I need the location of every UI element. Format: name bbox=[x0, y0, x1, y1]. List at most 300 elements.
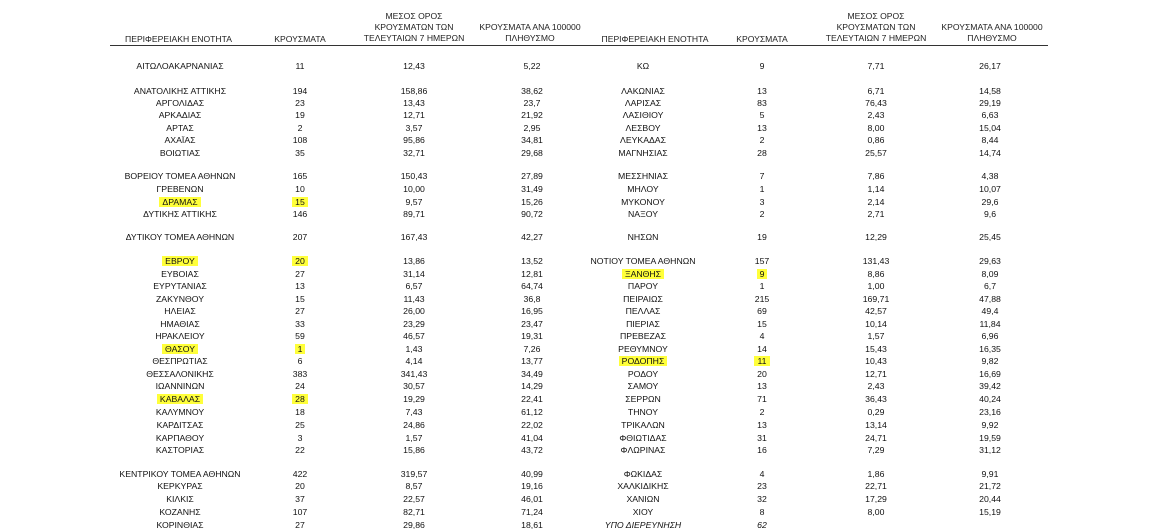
right-region-value: ΝΟΤΙΟΥ ΤΟΜΕΑ ΑΘΗΝΩΝ bbox=[590, 256, 696, 266]
right-region-value: ΧΑΛΚΙΔΙΚΗΣ bbox=[617, 481, 669, 491]
left-per100k-cell bbox=[476, 135, 588, 146]
left-avg7-cell bbox=[356, 494, 472, 505]
left-avg7-cell bbox=[356, 148, 472, 159]
right-per100k-value: 8,09 bbox=[981, 269, 999, 279]
right-per100k-cell bbox=[932, 319, 1048, 330]
left-region-cell bbox=[110, 507, 250, 518]
left-cases-value: 194 bbox=[292, 86, 308, 96]
left-avg7-cell bbox=[356, 306, 472, 317]
left-region-cell bbox=[110, 306, 250, 317]
right-region-cell bbox=[573, 171, 713, 182]
left-avg7-cell bbox=[356, 171, 472, 182]
left-cases-value: 1 bbox=[295, 344, 306, 354]
right-cases-cell bbox=[722, 209, 802, 220]
right-avg7-cell bbox=[818, 256, 934, 267]
left-cases-value: 20 bbox=[295, 481, 305, 491]
left-region-value: ΔΥΤΙΚΟΥ ΤΟΜΕΑ ΑΘΗΝΩΝ bbox=[125, 232, 235, 242]
left-cases-cell bbox=[260, 148, 340, 159]
right-avg7-value: 1,57 bbox=[867, 331, 885, 341]
right-avg7-cell bbox=[818, 420, 934, 431]
left-region-cell bbox=[110, 381, 250, 392]
left-region-cell bbox=[110, 86, 250, 97]
right-avg7-value: 10,43 bbox=[865, 356, 887, 366]
left-avg7-value: 9,57 bbox=[405, 197, 423, 207]
left-cases-cell bbox=[260, 86, 340, 97]
right-avg7-value: 7,29 bbox=[867, 445, 885, 455]
left-per100k-value: 43,72 bbox=[521, 445, 543, 455]
left-cases-value: 20 bbox=[292, 256, 308, 266]
left-avg7-cell bbox=[356, 256, 472, 267]
left-cases-cell bbox=[260, 344, 340, 355]
right-per100k-value: 29,63 bbox=[979, 256, 1001, 266]
right-per100k-cell bbox=[932, 494, 1048, 505]
left-region-value: ΘΑΣΟΥ bbox=[162, 344, 198, 354]
right-per100k-value: 9,6 bbox=[983, 209, 997, 219]
left-per100k-cell bbox=[476, 148, 588, 159]
left-per100k-cell bbox=[476, 86, 588, 97]
right-per100k-cell bbox=[932, 481, 1048, 492]
left-per100k-cell bbox=[476, 184, 588, 195]
left-cases-cell bbox=[260, 294, 340, 305]
right-cases-cell bbox=[722, 394, 802, 405]
right-avg7-value: 7,86 bbox=[867, 171, 885, 181]
left-region-cell bbox=[110, 433, 250, 444]
right-region-value: ΜΥΚΟΝΟΥ bbox=[621, 197, 665, 207]
header-left-per100k bbox=[468, 22, 592, 44]
right-per100k-cell bbox=[932, 507, 1048, 518]
left-cases-cell bbox=[260, 394, 340, 405]
right-cases-value: 28 bbox=[757, 148, 767, 158]
left-per100k-value: 29,68 bbox=[521, 148, 543, 158]
left-avg7-value: 89,71 bbox=[403, 209, 425, 219]
left-per100k-value: 19,16 bbox=[521, 481, 543, 491]
right-avg7-value: 2,43 bbox=[867, 381, 885, 391]
left-avg7-cell bbox=[356, 294, 472, 305]
right-cases-value: 4 bbox=[759, 469, 765, 479]
right-avg7-value: 12,29 bbox=[865, 232, 887, 242]
right-cases-cell bbox=[722, 381, 802, 392]
right-region-value: ΜΕΣΣΗΝΙΑΣ bbox=[618, 171, 668, 181]
left-per100k-cell bbox=[476, 306, 588, 317]
left-region-value: ΒΟΙΩΤΙΑΣ bbox=[159, 148, 201, 158]
left-cases-cell bbox=[260, 469, 340, 480]
right-region-cell bbox=[573, 294, 713, 305]
left-per100k-value: 15,26 bbox=[521, 197, 543, 207]
left-avg7-value: 26,00 bbox=[403, 306, 425, 316]
right-avg7-value: 10,14 bbox=[865, 319, 887, 329]
left-avg7-value: 24,86 bbox=[403, 420, 425, 430]
left-per100k-cell bbox=[476, 123, 588, 134]
right-per100k-cell bbox=[932, 61, 1048, 72]
right-region-value: ΠΡΕΒΕΖΑΣ bbox=[620, 331, 666, 341]
right-per100k-cell bbox=[932, 394, 1048, 405]
left-avg7-cell bbox=[356, 344, 472, 355]
right-per100k-cell bbox=[932, 98, 1048, 109]
right-per100k-value: 29,19 bbox=[979, 98, 1001, 108]
left-per100k-cell bbox=[476, 494, 588, 505]
left-per100k-value: 36,8 bbox=[523, 294, 541, 304]
left-avg7-value: 22,57 bbox=[403, 494, 425, 504]
right-region-cell bbox=[573, 232, 713, 243]
right-cases-value: 7 bbox=[759, 171, 765, 181]
right-cases-value: 13 bbox=[757, 420, 767, 430]
left-per100k-value: 22,02 bbox=[521, 420, 543, 430]
right-cases-cell bbox=[722, 135, 802, 146]
right-avg7-cell bbox=[818, 123, 934, 134]
left-avg7-value: 19,29 bbox=[403, 394, 425, 404]
left-avg7-cell bbox=[356, 86, 472, 97]
right-cases-value: 1 bbox=[759, 281, 765, 291]
right-cases-cell bbox=[722, 184, 802, 195]
right-avg7-value: 36,43 bbox=[865, 394, 887, 404]
right-avg7-cell bbox=[818, 61, 934, 72]
left-cases-cell bbox=[260, 171, 340, 182]
left-cases-cell bbox=[260, 507, 340, 518]
right-per100k-value: 26,17 bbox=[979, 61, 1001, 71]
right-per100k-value: 21,72 bbox=[979, 481, 1001, 491]
header-right-avg bbox=[818, 11, 934, 44]
left-cases-value: 23 bbox=[295, 98, 305, 108]
left-avg7-cell bbox=[356, 407, 472, 418]
right-cases-value: 2 bbox=[759, 209, 765, 219]
left-region-value: ΚΑΒΑΛΑΣ bbox=[157, 394, 203, 404]
right-cases-cell bbox=[722, 123, 802, 134]
left-avg7-cell bbox=[356, 123, 472, 134]
right-avg7-cell bbox=[818, 98, 934, 109]
left-per100k-cell bbox=[476, 369, 588, 380]
right-region-cell bbox=[573, 369, 713, 380]
right-per100k-value: 9,82 bbox=[981, 356, 999, 366]
right-per100k-value: 25,45 bbox=[979, 232, 1001, 242]
right-region-value: ΦΩΚΙΔΑΣ bbox=[623, 469, 663, 479]
left-region-value: ΑΡΚΑΔΙΑΣ bbox=[158, 110, 202, 120]
right-avg7-value: 7,71 bbox=[867, 61, 885, 71]
left-per100k-value: 19,31 bbox=[521, 331, 543, 341]
right-per100k-value: 40,24 bbox=[979, 394, 1001, 404]
right-avg7-value: 1,86 bbox=[867, 469, 885, 479]
left-avg7-value: 3,57 bbox=[405, 123, 423, 133]
left-cases-cell bbox=[260, 420, 340, 431]
right-avg7-cell bbox=[818, 86, 934, 97]
right-avg7-value: 0,86 bbox=[867, 135, 885, 145]
left-avg7-value: 30,57 bbox=[403, 381, 425, 391]
right-avg7-cell bbox=[818, 369, 934, 380]
right-avg7-cell bbox=[818, 294, 934, 305]
left-cases-cell bbox=[260, 481, 340, 492]
left-region-cell bbox=[110, 171, 250, 182]
right-cases-cell bbox=[722, 445, 802, 456]
right-cases-value: 215 bbox=[754, 294, 770, 304]
right-cases-value: 71 bbox=[757, 394, 767, 404]
right-per100k-cell bbox=[932, 135, 1048, 146]
right-region-value: ΠΑΡΟΥ bbox=[627, 281, 659, 291]
left-region-value: ΒΟΡΕΙΟΥ ΤΟΜΕΑ ΑΘΗΝΩΝ bbox=[124, 171, 236, 181]
right-cases-value: 2 bbox=[759, 407, 765, 417]
left-per100k-value: 5,22 bbox=[523, 61, 541, 71]
left-cases-cell bbox=[260, 197, 340, 208]
left-cases-cell bbox=[260, 123, 340, 134]
left-cases-cell bbox=[260, 98, 340, 109]
right-region-cell bbox=[573, 507, 713, 518]
right-region-value: ΠΕΙΡΑΙΩΣ bbox=[623, 294, 663, 304]
left-per100k-value: 71,24 bbox=[521, 507, 543, 517]
left-avg7-cell bbox=[356, 110, 472, 121]
left-avg7-cell bbox=[356, 209, 472, 220]
right-cases-value: 4 bbox=[759, 331, 765, 341]
left-avg7-cell bbox=[356, 433, 472, 444]
right-per100k-value: 9,92 bbox=[981, 420, 999, 430]
left-per100k-cell bbox=[476, 331, 588, 342]
right-per100k-cell bbox=[932, 445, 1048, 456]
right-cases-cell bbox=[722, 494, 802, 505]
right-per100k-cell bbox=[932, 171, 1048, 182]
left-region-cell bbox=[110, 184, 250, 195]
left-cases-cell bbox=[260, 256, 340, 267]
left-avg7-value: 158,86 bbox=[400, 86, 428, 96]
right-region-value: ΥΠΟ ΔΙΕΡΕΥΝΗΣΗ bbox=[604, 520, 682, 530]
right-region-cell bbox=[573, 520, 713, 531]
right-cases-value: 23 bbox=[757, 481, 767, 491]
right-per100k-value: 16,69 bbox=[979, 369, 1001, 379]
left-cases-value: 10 bbox=[295, 184, 305, 194]
left-cases-value: 15 bbox=[292, 197, 308, 207]
right-avg7-value: 131,43 bbox=[862, 256, 890, 266]
right-avg7-cell bbox=[818, 148, 934, 159]
right-cases-cell bbox=[722, 148, 802, 159]
right-avg7-value: 8,00 bbox=[867, 507, 885, 517]
left-per100k-value: 34,49 bbox=[521, 369, 543, 379]
left-per100k-value: 13,77 bbox=[521, 356, 543, 366]
left-cases-cell bbox=[260, 520, 340, 531]
left-region-cell bbox=[110, 356, 250, 367]
right-per100k-cell bbox=[932, 197, 1048, 208]
left-region-cell bbox=[110, 256, 250, 267]
left-cases-value: 107 bbox=[292, 507, 308, 517]
header-left-avg-line2: ΚΡΟΥΣΜΑΤΩΝ ΤΩΝ bbox=[374, 22, 454, 32]
right-cases-cell bbox=[722, 469, 802, 480]
left-per100k-value: 41,04 bbox=[521, 433, 543, 443]
left-avg7-cell bbox=[356, 232, 472, 243]
right-cases-cell bbox=[722, 256, 802, 267]
right-region-cell bbox=[573, 123, 713, 134]
right-avg7-cell bbox=[818, 319, 934, 330]
right-cases-cell bbox=[722, 344, 802, 355]
right-avg7-cell bbox=[818, 209, 934, 220]
left-per100k-cell bbox=[476, 433, 588, 444]
left-cases-cell bbox=[260, 209, 340, 220]
right-region-value: ΛΑΣΙΘΙΟΥ bbox=[622, 110, 664, 120]
left-cases-value: 3 bbox=[297, 433, 303, 443]
right-cases-value: 11 bbox=[754, 356, 769, 366]
left-avg7-cell bbox=[356, 394, 472, 405]
left-cases-value: 422 bbox=[292, 469, 308, 479]
right-region-cell bbox=[573, 306, 713, 317]
right-region-value: ΧΑΝΙΩΝ bbox=[626, 494, 660, 504]
right-region-value: ΤΡΙΚΑΛΩΝ bbox=[621, 420, 665, 430]
left-region-value: ΔΡΑΜΑΣ bbox=[159, 197, 200, 207]
left-avg7-cell bbox=[356, 98, 472, 109]
left-region-value: ΑΝΑΤΟΛΙΚΗΣ ΑΤΤΙΚΗΣ bbox=[133, 86, 227, 96]
left-region-value: ΕΒΡΟΥ bbox=[162, 256, 198, 266]
header-left-per100k-line1: ΚΡΟΥΣΜΑΤΑ ΑΝΑ 100000 bbox=[479, 22, 581, 32]
left-region-value: ΘΕΣΠΡΩΤΙΑΣ bbox=[152, 356, 208, 366]
left-cases-cell bbox=[260, 407, 340, 418]
left-avg7-value: 31,14 bbox=[403, 269, 425, 279]
right-avg7-cell bbox=[818, 381, 934, 392]
right-cases-cell bbox=[722, 481, 802, 492]
right-per100k-cell bbox=[932, 433, 1048, 444]
right-cases-cell bbox=[722, 306, 802, 317]
right-cases-cell bbox=[722, 110, 802, 121]
left-per100k-value: 7,26 bbox=[523, 344, 541, 354]
left-region-value: ΕΥΒΟΙΑΣ bbox=[161, 269, 199, 279]
left-per100k-value: 42,27 bbox=[521, 232, 543, 242]
right-region-cell bbox=[573, 61, 713, 72]
right-cases-value: 83 bbox=[757, 98, 767, 108]
left-per100k-cell bbox=[476, 469, 588, 480]
left-cases-cell bbox=[260, 331, 340, 342]
left-avg7-cell bbox=[356, 507, 472, 518]
right-cases-cell bbox=[722, 319, 802, 330]
right-region-cell bbox=[573, 256, 713, 267]
right-region-cell bbox=[573, 281, 713, 292]
right-avg7-cell bbox=[818, 481, 934, 492]
left-cases-value: 37 bbox=[295, 494, 305, 504]
left-cases-value: 165 bbox=[292, 171, 308, 181]
left-region-cell bbox=[110, 407, 250, 418]
left-per100k-cell bbox=[476, 344, 588, 355]
right-per100k-cell bbox=[932, 420, 1048, 431]
left-avg7-cell bbox=[356, 520, 472, 531]
right-region-value: ΦΛΩΡΙΝΑΣ bbox=[620, 445, 666, 455]
left-per100k-cell bbox=[476, 110, 588, 121]
left-avg7-value: 7,43 bbox=[405, 407, 423, 417]
right-region-value: ΧΙΟΥ bbox=[632, 507, 654, 517]
left-per100k-cell bbox=[476, 197, 588, 208]
right-cases-cell bbox=[722, 507, 802, 518]
left-per100k-value: 38,62 bbox=[521, 86, 543, 96]
left-avg7-cell bbox=[356, 356, 472, 367]
left-per100k-value: 12,81 bbox=[521, 269, 543, 279]
right-cases-value: 13 bbox=[757, 381, 767, 391]
left-avg7-cell bbox=[356, 197, 472, 208]
right-region-cell bbox=[573, 344, 713, 355]
left-per100k-cell bbox=[476, 420, 588, 431]
left-avg7-value: 150,43 bbox=[400, 171, 428, 181]
left-cases-cell bbox=[260, 110, 340, 121]
left-cases-cell bbox=[260, 269, 340, 280]
right-per100k-value: 16,35 bbox=[979, 344, 1001, 354]
left-avg7-value: 15,86 bbox=[403, 445, 425, 455]
left-avg7-value: 13,43 bbox=[403, 98, 425, 108]
left-avg7-value: 167,43 bbox=[400, 232, 428, 242]
left-region-value: ΔΥΤΙΚΗΣ ΑΤΤΙΚΗΣ bbox=[143, 209, 217, 219]
left-per100k-cell bbox=[476, 394, 588, 405]
left-cases-value: 25 bbox=[295, 420, 305, 430]
left-region-value: ΚΟΖΑΝΗΣ bbox=[159, 507, 201, 517]
right-region-cell bbox=[573, 148, 713, 159]
right-region-value: ΡΟΔΟΥ bbox=[627, 369, 659, 379]
right-per100k-cell bbox=[932, 294, 1048, 305]
left-region-cell bbox=[110, 445, 250, 456]
left-cases-value: 207 bbox=[292, 232, 308, 242]
left-avg7-value: 13,86 bbox=[403, 256, 425, 266]
right-cases-cell bbox=[722, 232, 802, 243]
right-avg7-cell bbox=[818, 135, 934, 146]
left-cases-cell bbox=[260, 494, 340, 505]
left-cases-value: 27 bbox=[295, 520, 305, 530]
left-region-cell bbox=[110, 98, 250, 109]
left-region-value: ΚΑΛΥΜΝΟΥ bbox=[155, 407, 205, 417]
left-per100k-value: 31,49 bbox=[521, 184, 543, 194]
right-avg7-value: 17,29 bbox=[865, 494, 887, 504]
right-avg7-cell bbox=[818, 184, 934, 195]
right-avg7-cell bbox=[818, 306, 934, 317]
right-avg7-cell bbox=[818, 445, 934, 456]
left-avg7-cell bbox=[356, 381, 472, 392]
right-per100k-value: 20,44 bbox=[979, 494, 1001, 504]
left-avg7-value: 319,57 bbox=[400, 469, 428, 479]
header-right-region: ΠΕΡΙΦΕΡΕΙΑΚΗ ΕΝΟΤΗΤΑ bbox=[601, 34, 709, 44]
header-right-per100k-line2: ΠΛΗΘΥΣΜΟ bbox=[967, 33, 1017, 43]
right-avg7-value: 12,71 bbox=[865, 369, 887, 379]
right-region-value: ΛΑΡΙΣΑΣ bbox=[624, 98, 662, 108]
left-cases-cell bbox=[260, 319, 340, 330]
header-left-region: ΠΕΡΙΦΕΡΕΙΑΚΗ ΕΝΟΤΗΤΑ bbox=[125, 34, 232, 44]
right-cases-cell bbox=[722, 98, 802, 109]
right-region-value: ΝΑΞΟΥ bbox=[628, 209, 658, 219]
left-per100k-cell bbox=[476, 481, 588, 492]
right-region-cell bbox=[573, 319, 713, 330]
left-cases-value: 15 bbox=[295, 294, 305, 304]
right-per100k-value: 31,12 bbox=[979, 445, 1001, 455]
right-per100k-cell bbox=[932, 469, 1048, 480]
left-avg7-value: 95,86 bbox=[403, 135, 425, 145]
right-avg7-cell bbox=[818, 110, 934, 121]
left-cases-value: 18 bbox=[295, 407, 305, 417]
left-region-value: ΑΙΤΩΛΟΑΚΑΡΝΑΝΙΑΣ bbox=[136, 61, 224, 71]
header-left-cases: ΚΡΟΥΣΜΑΤΑ bbox=[274, 34, 326, 44]
right-avg7-value: 2,71 bbox=[867, 209, 885, 219]
left-per100k-value: 2,95 bbox=[523, 123, 541, 133]
left-region-value: ΗΛΕΙΑΣ bbox=[164, 306, 196, 316]
header-rule-left bbox=[110, 45, 585, 46]
right-region-value: ΦΘΙΩΤΙΔΑΣ bbox=[619, 433, 667, 443]
right-avg7-value: 8,86 bbox=[867, 269, 885, 279]
left-region-cell bbox=[110, 269, 250, 280]
left-per100k-cell bbox=[476, 281, 588, 292]
left-per100k-value: 27,89 bbox=[521, 171, 543, 181]
left-cases-value: 59 bbox=[295, 331, 305, 341]
left-avg7-value: 29,86 bbox=[403, 520, 425, 530]
right-per100k-cell bbox=[932, 209, 1048, 220]
right-cases-value: 2 bbox=[759, 135, 765, 145]
right-region-cell bbox=[573, 469, 713, 480]
right-avg7-cell bbox=[818, 407, 934, 418]
left-avg7-cell bbox=[356, 369, 472, 380]
right-per100k-value: 29,6 bbox=[981, 197, 999, 207]
left-per100k-cell bbox=[476, 209, 588, 220]
left-avg7-cell bbox=[356, 331, 472, 342]
right-cases-cell bbox=[722, 197, 802, 208]
left-region-value: ΚΑΡΠΑΘΟΥ bbox=[155, 433, 205, 443]
right-region-value: ΤΗΝΟΥ bbox=[627, 407, 659, 417]
right-per100k-cell bbox=[932, 184, 1048, 195]
right-per100k-cell bbox=[932, 281, 1048, 292]
right-per100k-value: 14,74 bbox=[979, 148, 1001, 158]
right-region-cell bbox=[573, 407, 713, 418]
right-per100k-value: 10,07 bbox=[979, 184, 1001, 194]
